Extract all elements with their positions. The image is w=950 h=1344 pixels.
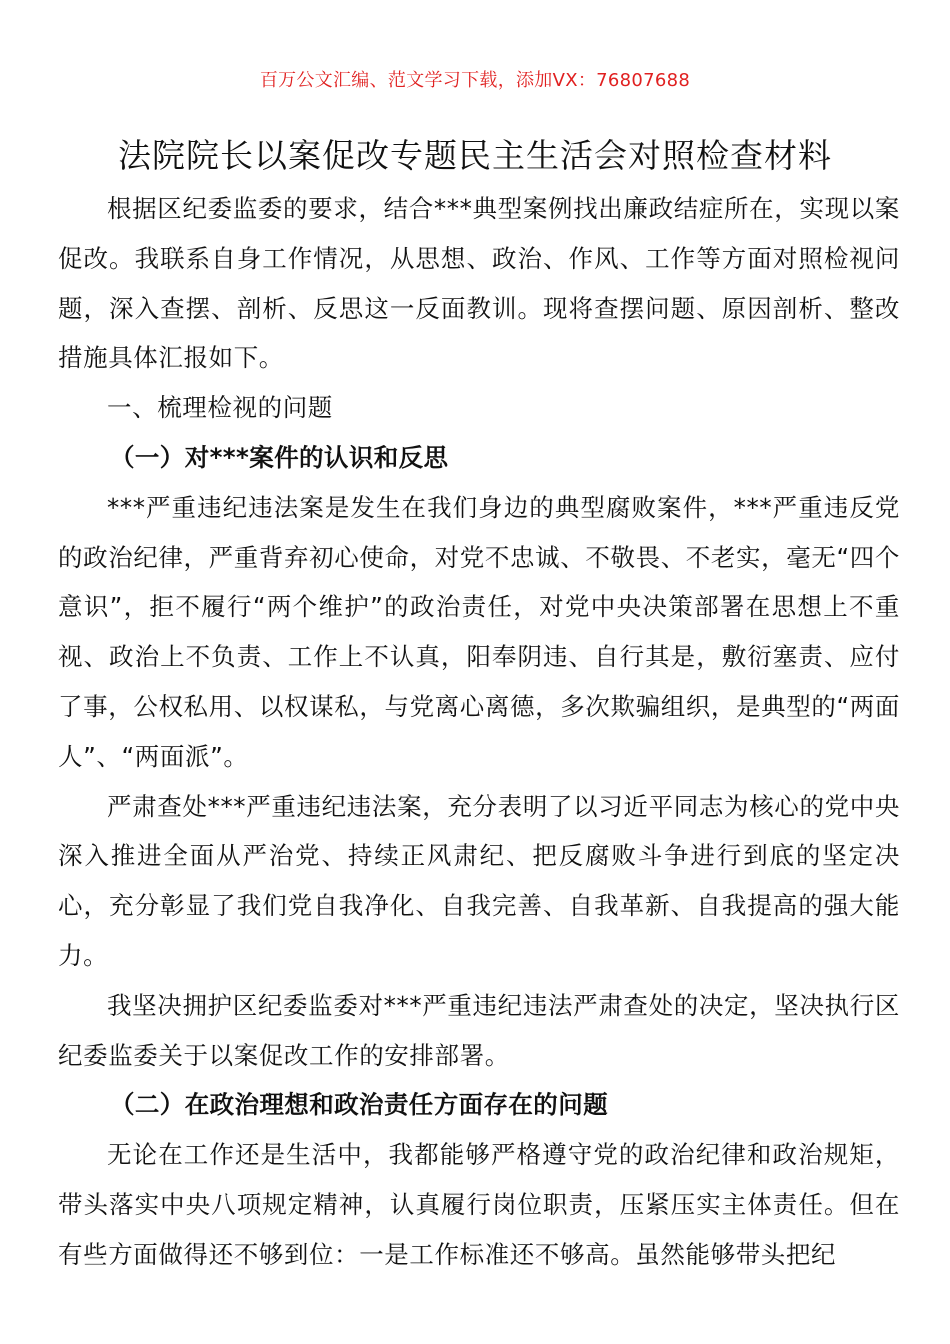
- intro-paragraph: 根据区纪委监委的要求，结合***典型案例找出廉政结症所在，实现以案促改。我联系自身工作情况，从思想、政治、作风、工作等方面对照检视问题，深入查摆、剖析、反思这一反面教训。现将查摆问题、原因剖析、整改措施具体汇报如下。: [58, 194, 900, 373]
- document-body: [58, 184, 900, 1280]
- sub-heading-2: （二）在政治理想和政治责任方面存在的问题: [110, 1090, 608, 1120]
- header-note: 百万公文汇编、范文学习下载，添加VX：76807688: [259, 70, 691, 91]
- body-paragraph: 我坚决拥护区纪委监委对***严重违纪违法严肃查处的决定，坚决执行区纪委监委关于以案促改工作的安排部署。: [58, 990, 900, 1070]
- body-paragraph: 无论在工作还是生活中，我都能够严格遵守党的政治纪律和政治规矩，带头落实中央八项规定精神，认真履行岗位职责，压紧压实主体责任。但在有些方面做得还不够到位：一是工作标准还不够高。虽然能够带头把纪: [58, 1140, 900, 1269]
- section-heading-1: 一、梳理检视的问题: [107, 393, 333, 423]
- sub-heading-1: （一）对***案件的认识和反思: [110, 442, 449, 472]
- document-title: 法院院长以案促改专题民主生活会对照检查材料: [118, 136, 832, 176]
- body-paragraph: 严肃查处***严重违纪违法案，充分表明了以习近平同志为核心的党中央深入推进全面从严治党、持续正风肃纪、把反腐败斗争进行到底的坚定决心，充分彰显了我们党自我净化、自我完善、自我革新、自我提高的强大能力。: [58, 791, 900, 970]
- body-paragraph: ***严重违纪违法案是发生在我们身边的典型腐败案件，***严重违反党的政治纪律，严重背弃初心使命，对党不忠诚、不敬畏、不老实，毫无“四个意识”，拒不履行“两个维护”的政治责任，对党中央决策部署在思想上不重视、政治上不负责、工作上不认真，阳奉阴违、自行其是，敷衍塞责、应付了事，公权私用、以权谋私，与党离心离德，多次欺骗组织，是典型的“两面人”、“两面派”。: [58, 492, 900, 771]
